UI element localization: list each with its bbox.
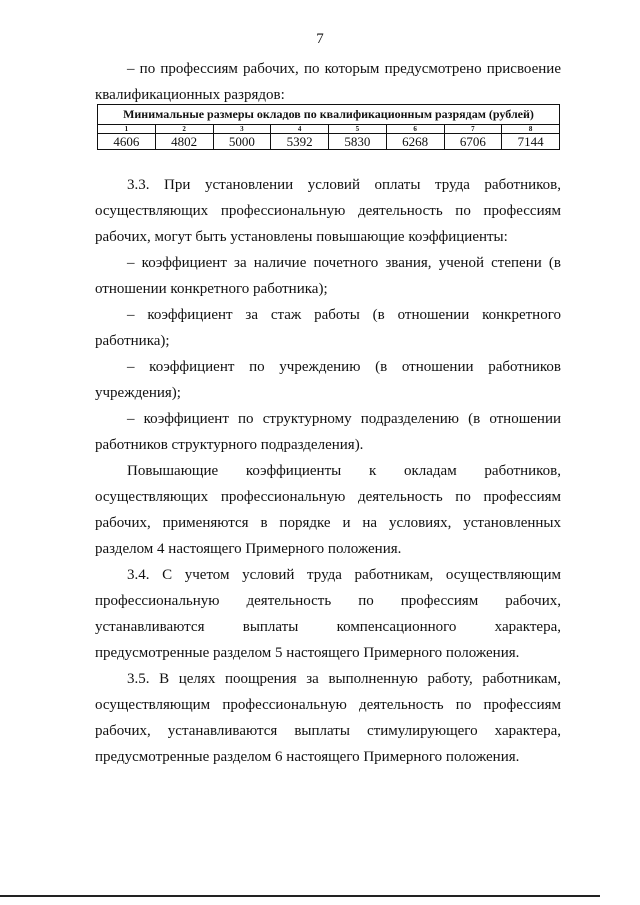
bullet-institution: – коэффициент по учреждению (в отношении работников учреждения); (95, 359, 561, 401)
paragraph-3-3: 3.3. При установлении условий оплаты труда работников, осуществляющих профессиональную деятельность по профессиям рабочих, могут быть установлены повышающие коэффициенты: (95, 177, 561, 245)
grade-cell: 5 (329, 125, 387, 134)
salary-cell: 4802 (155, 134, 213, 150)
grade-cell: 1 (98, 125, 156, 134)
grade-cell: 3 (213, 125, 271, 134)
footer-rule (0, 895, 600, 897)
intro-paragraph: – по профессиям рабочих, по которым предусмотрено присвоение квалификационных разрядов: (95, 61, 561, 103)
grade-cell: 8 (502, 125, 560, 134)
salary-cell: 5000 (213, 134, 271, 150)
bullet-seniority: – коэффициент за стаж работы (в отношении конкретного работника); (95, 307, 561, 349)
bullet-department: – коэффициент по структурному подразделению (в отношении работников структурного подразделения). (95, 411, 561, 453)
salary-cell: 7144 (502, 134, 560, 150)
paragraph-3-4: 3.4. С учетом условий труда работникам, осуществляющим профессиональную деятельность по профессиям рабочих, устанавливаются выплаты компенсационного характера, предусмотренные разделом 5 настоящего Примерного положения. (95, 567, 561, 661)
grade-cell: 2 (155, 125, 213, 134)
salary-cell: 6706 (444, 134, 502, 150)
salary-table (97, 104, 560, 150)
salary-cell: 4606 (98, 134, 156, 150)
salary-cell: 5392 (271, 134, 329, 150)
paragraph-3-5: 3.5. В целях поощрения за выполненную работу, работникам, осуществляющим профессиональную деятельность по профессиям рабочих, устанавливаются выплаты стимулирующего характера, предусмотренные разделом 6 настоящего Примерного положения. (95, 671, 561, 765)
salary-cell: 6268 (386, 134, 444, 150)
table-title: Минимальные размеры окладов по квалификационным разрядам (рублей) (98, 105, 560, 125)
bullet-honorary-title: – коэффициент за наличие почетного звания, ученой степени (в отношении конкретного работника); (95, 255, 561, 297)
salary-cell: 5830 (329, 134, 387, 150)
grade-cell: 7 (444, 125, 502, 134)
page-number: 7 (316, 31, 324, 47)
grade-cell: 6 (386, 125, 444, 134)
grade-cell: 4 (271, 125, 329, 134)
paragraph-raising-coefficients: Повышающие коэффициенты к окладам работников, осуществляющих профессиональную деятельность по профессиям рабочих, применяются в порядке и на условиях, установленных разделом 4 настоящего Примерного положения. (95, 463, 561, 557)
